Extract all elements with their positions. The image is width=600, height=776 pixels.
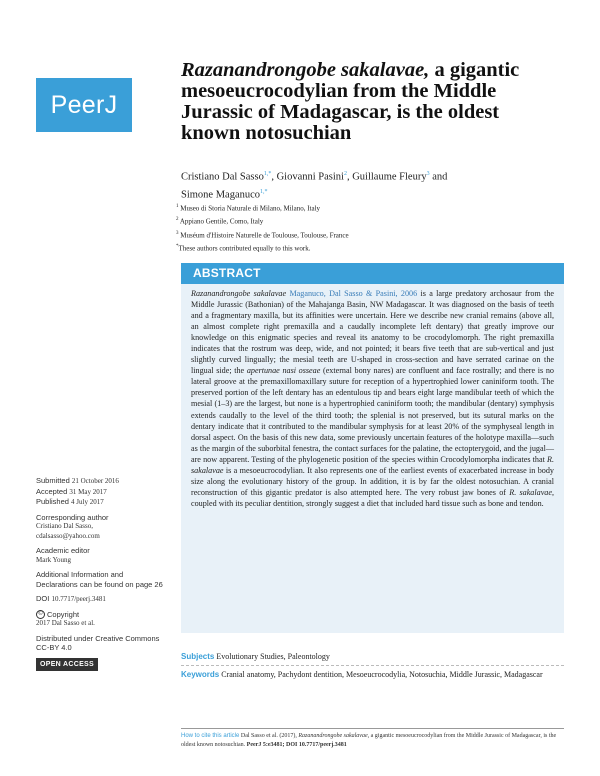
author-name[interactable]: Cristiano Dal Sasso xyxy=(181,171,264,183)
editor-group xyxy=(36,546,166,565)
author-sup: 1,* xyxy=(260,188,268,195)
corresponding-email[interactable]: cdalsasso@yahoo.com xyxy=(36,531,100,540)
abstract-body: is a mesoeucrocodylian. It also represents one of the earliest events of exacerbated increase in body size along the evolutionary history of the group. In addition, it is by far the oldest notosuchian. A cranial reconstruction of this gigantic predator is also attempted here. The very robust jaw bones of xyxy=(191,465,554,497)
copyright-text: 2017 Dal Sasso et al. xyxy=(36,619,95,628)
doi-label: DOI xyxy=(36,594,50,603)
abstract-body: (external bony nares) are confluent and face rostrally; and there is no lateral groove at the premaxillomaxillary suture for reception of a hypertrophied lower caniniform tooth. The preserved portion of the left dentary has an edentulous tip and bears eight large mandibular teeth of which the mesial (1–3) are the largest, but none is a hypertrophied caniniform tooth; the mandibular (dentary) symphysis extends caudally to the level of the third tooth; the splenial is not preserved, but its sutural marks on the dentary indicate that it contributed to the mandibular symphysis for at least 20% of the symphyseal length in dorsal aspect. On the basis of this new data, some previously uncertain features of the holotype maxilla—such as the margin of the suborbital fenestra, the contact surfaces for the palatine, the ectopterygoid, and the jugal—are now apparent. Testing of the phylogenetic position of the species within Crocodylomorpha indicates that xyxy=(191,366,554,464)
cite-rest: , a gigantic mesoeucrocodylian from the Middle Jurassic of Madagascar, is the oldest known notosuchian. xyxy=(181,733,557,748)
keywords-text: Cranial anatomy, Pachydont dentition, Mesoeucrocodylia, Notosuchia, Middle Jurassic, Madagascar xyxy=(221,670,543,679)
accepted-date: 31 May 2017 xyxy=(69,487,107,496)
cite-species: Razanandrongobe sakalavae xyxy=(298,733,368,739)
title-rest: a gigantic mesoeucrocodylian from the Middle Jurassic of Madagascar, is the oldest known notosuchian xyxy=(181,59,520,144)
submitted-date: 21 October 2016 xyxy=(71,477,119,485)
author-name[interactable]: Giovanni Pasini xyxy=(276,171,344,183)
doi-group xyxy=(36,594,166,605)
accepted-label: Accepted xyxy=(36,486,68,496)
corresponding-name: Cristiano Dal Sasso, xyxy=(36,522,93,530)
editor-label: Academic editor xyxy=(36,546,90,555)
affiliation-text: Museo di Storia Naturale di Milano, Milano, Italy xyxy=(180,204,321,213)
cite-label: How to cite this article xyxy=(181,733,240,739)
affiliation-item xyxy=(176,214,556,227)
copyright-label: Copyright xyxy=(47,609,80,619)
license-text[interactable]: Distributed under Creative Commons CC-BY 4.0 xyxy=(36,633,160,653)
copyright-group xyxy=(36,610,166,629)
keywords-label: Keywords xyxy=(181,670,220,679)
abstract-text xyxy=(181,284,564,509)
peerj-logo: PeerJ xyxy=(36,78,132,132)
species-name: R. sakalavae xyxy=(509,487,552,497)
affiliation-text: Muséum d'Histoire Naturelle de Toulouse, Toulouse, France xyxy=(180,230,349,239)
abstract-body: , coupled with its peculiar dentition, strongly suggest a diet that included hard tissue such as bone and tendon. xyxy=(191,487,554,508)
keywords-row xyxy=(181,669,564,680)
affiliation-sup: 3 xyxy=(176,230,179,236)
title-species: Razanandrongobe sakalavae, xyxy=(181,59,430,81)
submitted-row xyxy=(36,476,166,487)
affiliation-text: Appiano Gentile, Como, Italy xyxy=(179,217,264,226)
dates-group xyxy=(36,476,166,508)
cite-journal[interactable]: PeerJ 5:e3481; DOI 10.7717/peerj.3481 xyxy=(246,742,347,748)
editor-name: Mark Young xyxy=(36,555,72,564)
author-sup: 3 xyxy=(426,171,430,177)
affiliation-item xyxy=(176,201,556,214)
author-list xyxy=(181,167,551,202)
citation-footer xyxy=(181,732,564,750)
author-name[interactable]: Simone Maganuco xyxy=(181,189,261,200)
affiliation-item xyxy=(176,228,556,241)
corresponding-group xyxy=(36,513,166,542)
species-name: Razanandrongobe sakalavae xyxy=(191,289,287,298)
submitted-label: Submitted xyxy=(36,476,70,485)
abstract-section xyxy=(181,263,564,633)
species-name: R. sakalavae xyxy=(191,454,554,475)
corresponding-label: Corresponding author xyxy=(36,512,109,522)
author-separator: , xyxy=(271,171,277,183)
footer-divider xyxy=(181,728,564,729)
affiliation-item xyxy=(176,241,556,254)
published-date: 4 July 2017 xyxy=(71,498,104,506)
affiliation-sup: 1 xyxy=(176,204,179,209)
author-separator: and xyxy=(429,171,448,183)
cite-text: Dal Sasso et al. (2017), xyxy=(239,733,299,739)
published-row xyxy=(36,497,166,508)
open-access-badge: OPEN ACCESS xyxy=(36,658,98,672)
subjects-keywords xyxy=(181,651,564,680)
article-title xyxy=(181,60,541,144)
citation-link[interactable]: Maganuco, Dal Sasso & Pasini, 2006 xyxy=(289,289,418,298)
subjects-text[interactable]: Evolutionary Studies, Paleontology xyxy=(216,652,330,661)
affiliation-text: These authors contributed equally to this work. xyxy=(178,244,311,253)
doi-link[interactable]: 10.7717/peerj.3481 xyxy=(51,595,106,603)
subjects-label: Subjects xyxy=(181,652,215,661)
accepted-row xyxy=(36,487,166,498)
author-separator: , xyxy=(346,171,353,183)
divider xyxy=(181,665,564,666)
published-label: Published xyxy=(36,497,69,506)
anatomical-term: apertunae nasi osseae xyxy=(246,366,321,376)
article-sidebar xyxy=(36,476,166,671)
author-name[interactable]: Guillaume Fleury xyxy=(352,171,427,183)
affiliation-list xyxy=(176,201,556,254)
affiliation-sup: 2 xyxy=(176,217,179,223)
abstract-body: is a large predatory archosaur from the Middle Jurassic (Bathonian) of the Mahajanga Basin, NW Madagascar. It was diagnosed on the basis of teeth and a fragmentary maxilla, but its affinities were uncertain. Here we describe new cranial remains (above all, an almost complete right premaxilla and a caudally incomplete left dentary) that greatly improve our knowledge on this enigmatic species and reveal its anatomy to be crocodylomorph. The right premaxilla indicates that the rostrum was deep, wide, and not pointed; it bears five teeth that are sub-vertical and just slightly curved lingually; the mesial teeth are U-shaped in cross-section and have serrated carinae on the lingual side; the xyxy=(191,289,554,376)
author-sup: 2 xyxy=(343,171,347,177)
author-sup: 1,* xyxy=(263,171,272,177)
additional-info: Additional Information and Declarations can be found on page 26 xyxy=(36,570,163,589)
copyright-icon: © xyxy=(36,610,45,619)
abstract-heading: ABSTRACT xyxy=(181,263,564,284)
subjects-row xyxy=(181,651,564,662)
affiliation-sup: * xyxy=(176,243,179,249)
